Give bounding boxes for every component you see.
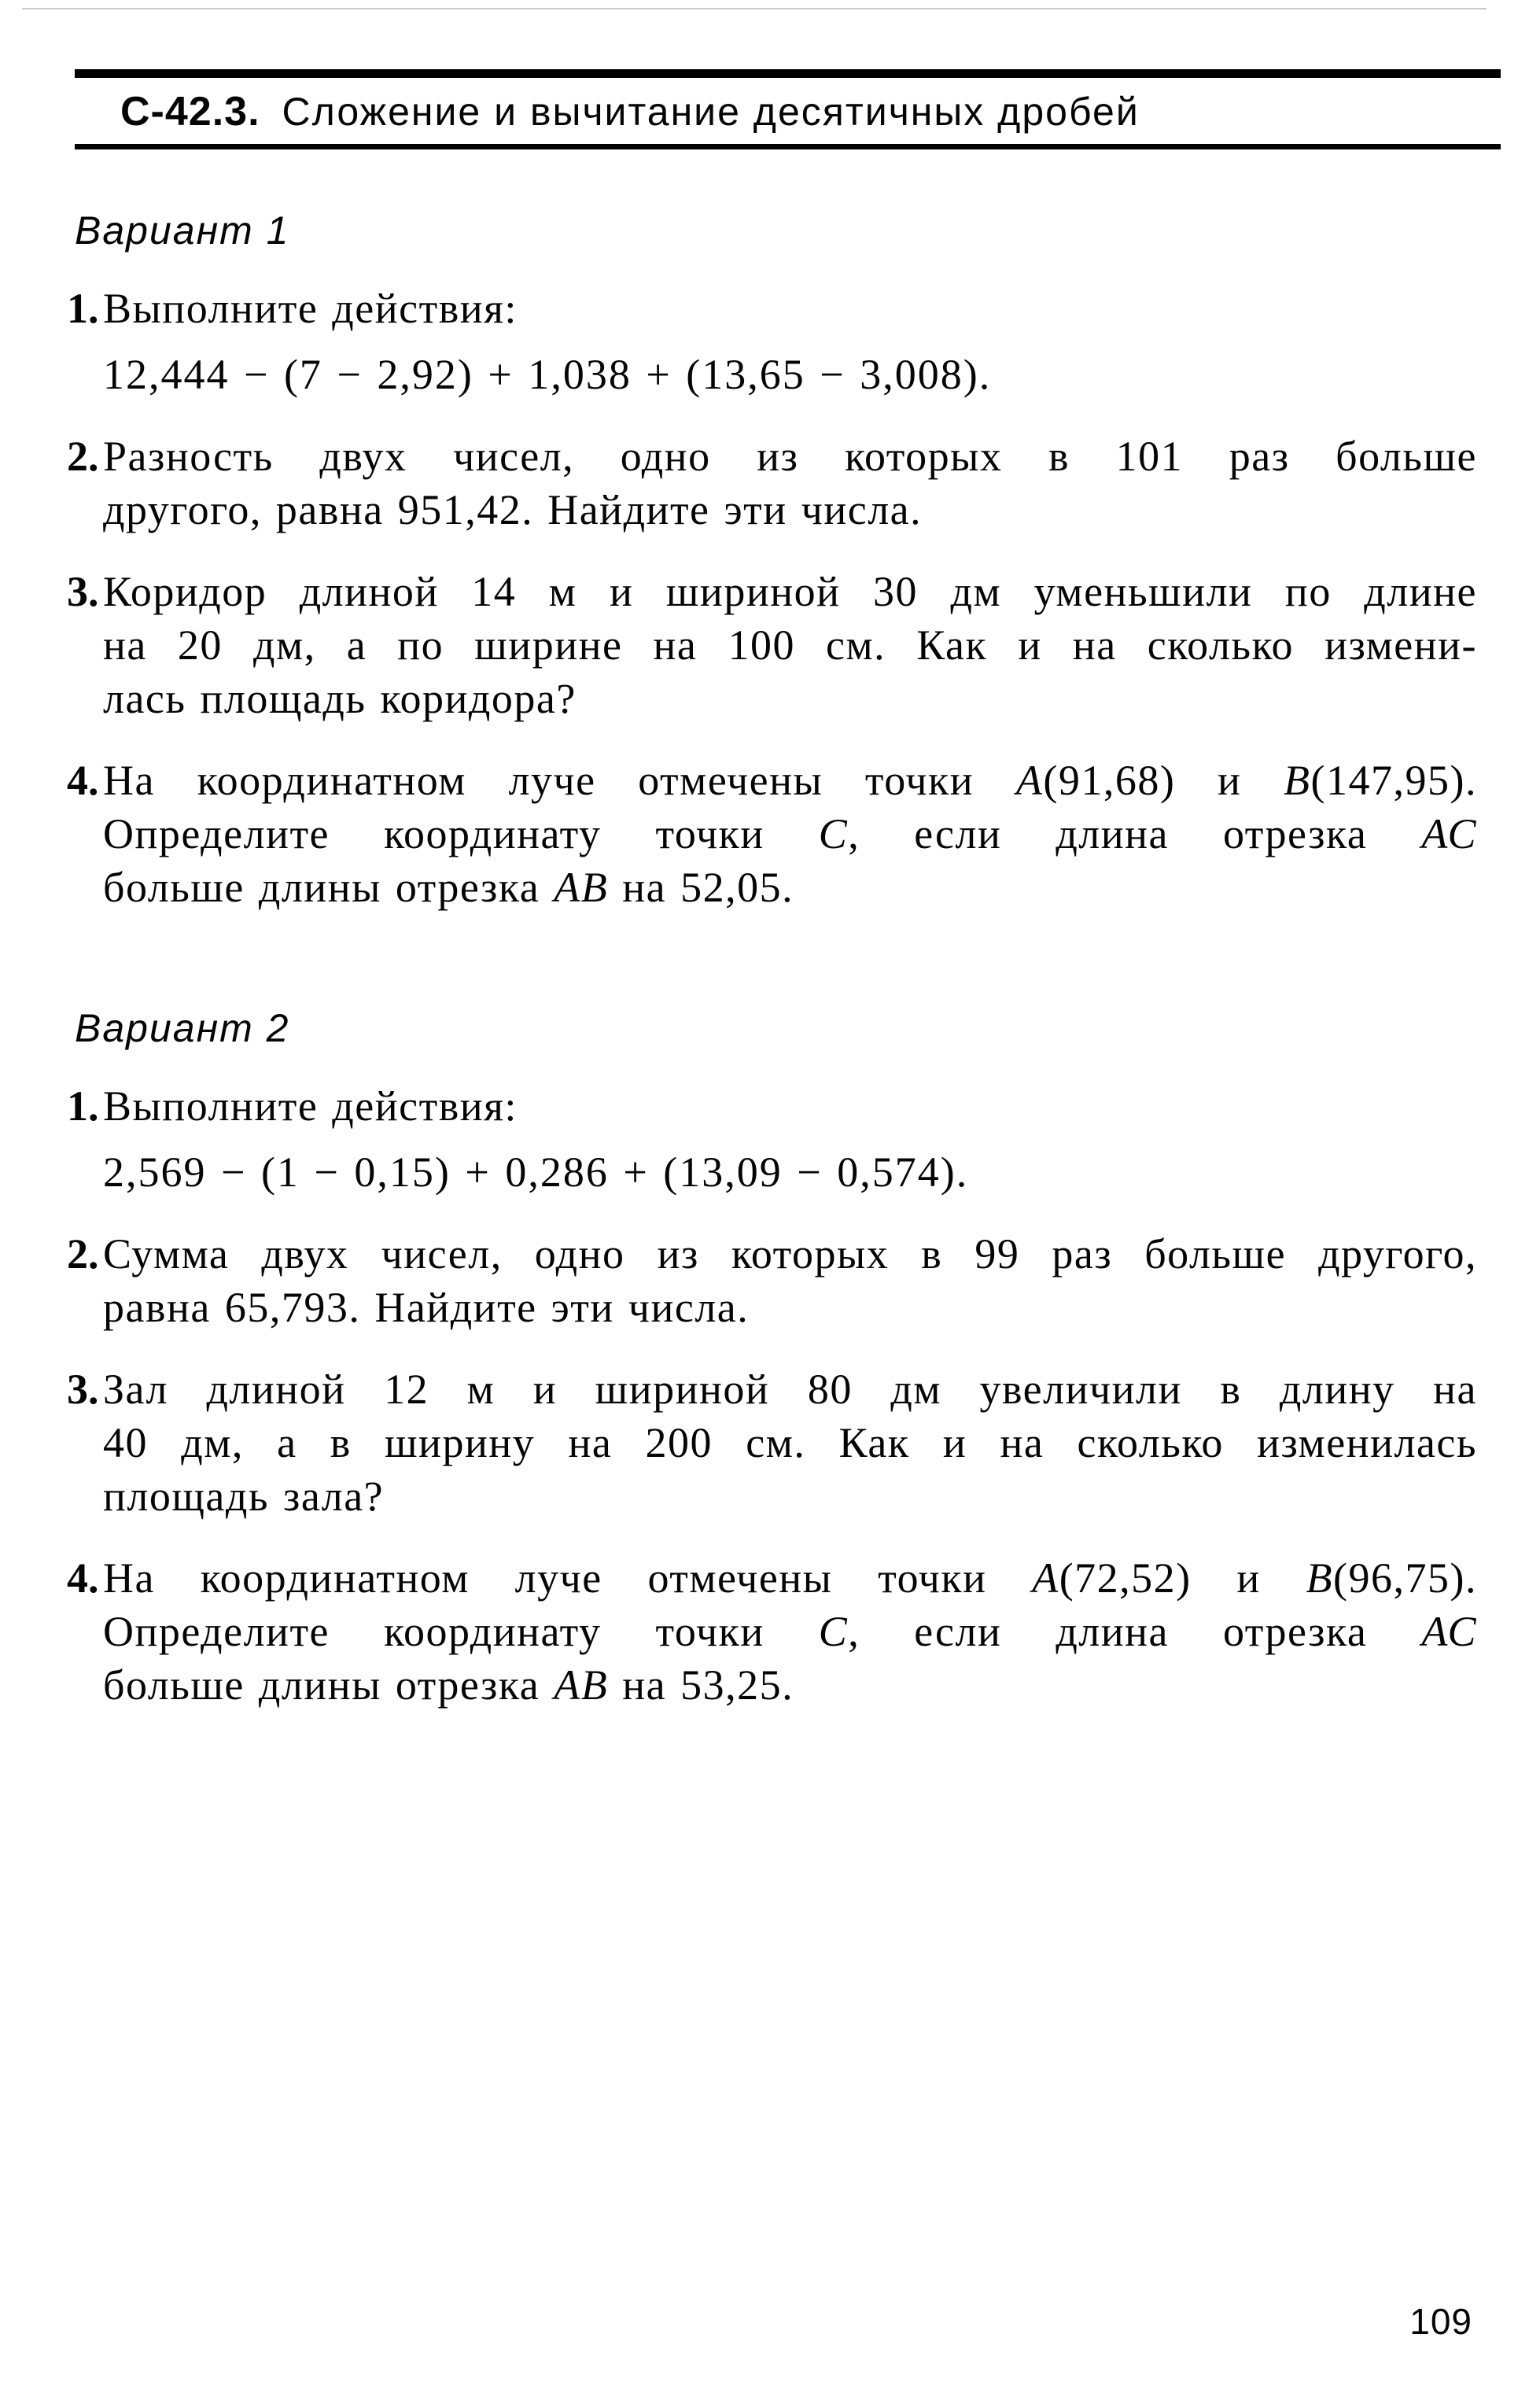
variant-1-heading: Вариант 1: [75, 208, 290, 253]
worksheet-header: [75, 69, 1501, 149]
variant1-problem-4: [67, 754, 1477, 914]
problem-line: 40 дм, а в ширину на 200 см. Как и на сколько изменилась: [103, 1419, 1477, 1466]
problem-body: [103, 1362, 1477, 1523]
problem-number: 1.: [67, 1082, 99, 1130]
problem-line: площадь зала?: [103, 1473, 385, 1520]
page-number: 109: [1409, 2301, 1472, 2342]
problem-body: [103, 282, 1477, 401]
problem-number: 4.: [67, 757, 99, 804]
problem-line: Зал длиной 12 м и шириной 80 дм увеличили в длину на: [103, 1366, 1477, 1413]
problem-line: На координатном луче отмечены точки А(72,52) и В(96,75).: [103, 1554, 1477, 1602]
problem-line: Коридор длиной 14 м и шириной 30 дм уменьшили по длине: [103, 568, 1477, 615]
variant2-problem-4: [67, 1551, 1477, 1712]
problem-body: [103, 430, 1477, 536]
scan-artifact-line: [22, 8, 1487, 9]
problem-formula: 2,569 − (1 − 0,15) + 0,286 + (13,09 − 0,574).: [103, 1149, 969, 1196]
problem-line: Сумма двух чисел, одно из которых в 99 раз больше другого,: [103, 1230, 1477, 1278]
problem-number: 4.: [67, 1554, 99, 1602]
variant1-problem-2: [67, 430, 1477, 536]
variant1-problem-3: [67, 565, 1477, 725]
problem-line: Определите координату точки С, если длина отрезка АС: [103, 1608, 1478, 1655]
worksheet-code: С-42.3.: [120, 89, 260, 135]
problem-line: больше длины отрезка АВ на 53,25.: [103, 1661, 794, 1709]
variant2-problem-1: [67, 1079, 1477, 1199]
problem-body: [103, 1227, 1477, 1334]
problem-body: [103, 1079, 1477, 1199]
header-bottom-rule: [75, 144, 1501, 149]
header-title-row: [75, 78, 1501, 144]
problem-number: 3.: [67, 1366, 99, 1413]
problem-body: [103, 1551, 1477, 1712]
problem-line: другого, равна 951,42. Найдите эти числа.: [103, 486, 923, 533]
problem-line: равна 65,793. Найдите эти числа.: [103, 1284, 750, 1331]
worksheet-body: [67, 208, 1477, 1712]
problem-line: больше длины отрезка АВ на 52,05.: [103, 864, 794, 911]
problem-line: На координатном луче отмечены точки А(91,68) и В(147,95).: [103, 757, 1477, 804]
variant2-problem-2: [67, 1227, 1477, 1334]
variant-2-heading: Вариант 2: [75, 1006, 290, 1050]
variant2-problem-3: [67, 1362, 1477, 1523]
problem-line: на 20 дм, а по ширине на 100 см. Как и на сколько измени-: [103, 621, 1477, 669]
problem-line: Определите координату точки С, если длина отрезка АС: [103, 810, 1478, 857]
problem-formula: 12,444 − (7 − 2,92) + 1,038 + (13,65 − 3,008).: [103, 351, 992, 398]
problem-body: [103, 754, 1477, 914]
problem-line: Выполните действия:: [103, 285, 518, 332]
problem-line: Выполните действия:: [103, 1082, 518, 1130]
variant1-problem-1: [67, 282, 1477, 401]
header-top-rule: [75, 69, 1501, 78]
problem-number: 2.: [67, 1230, 99, 1278]
problem-line: лась площадь коридора?: [103, 675, 577, 722]
problem-body: [103, 565, 1477, 725]
problem-number: 3.: [67, 568, 99, 615]
problem-line: Разность двух чисел, одно из которых в 101 раз больше: [103, 433, 1477, 480]
worksheet-title: Сложение и вычитание десятичных дробей: [282, 90, 1140, 134]
problem-number: 2.: [67, 433, 99, 480]
problem-number: 1.: [67, 285, 99, 332]
